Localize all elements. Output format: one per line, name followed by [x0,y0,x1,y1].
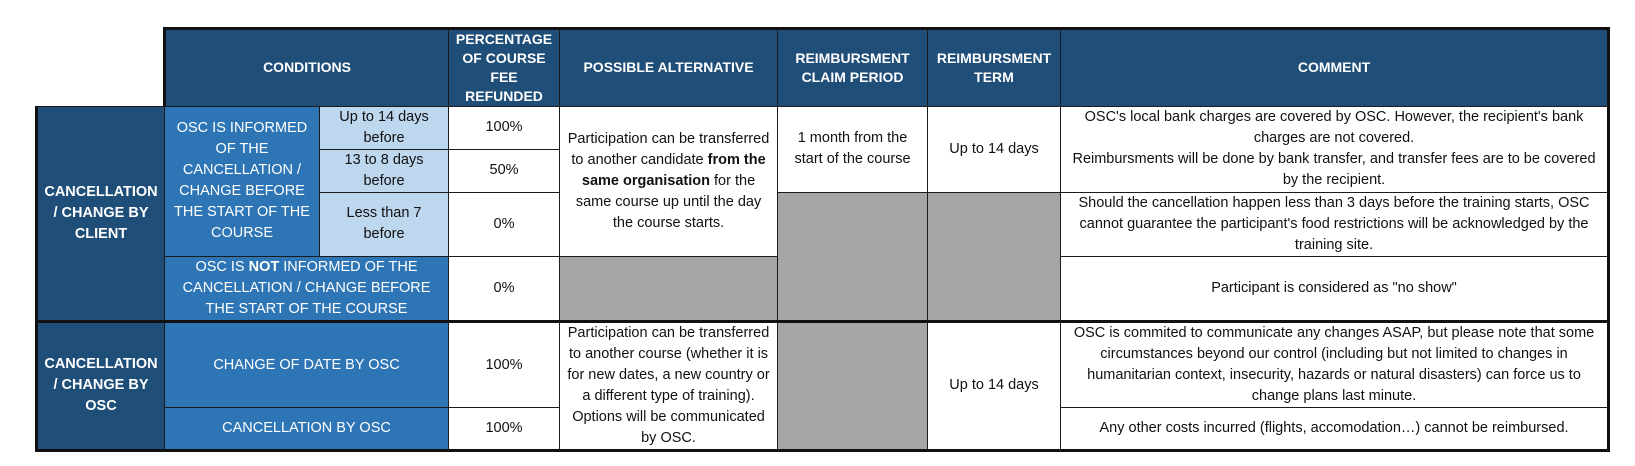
osc-term: Up to 14 days [928,321,1061,450]
not-informed-pre: OSC IS [195,258,249,275]
header-comment: COMMENT [1061,29,1609,107]
header-term: REIMBURSMENT TERM [928,29,1061,107]
not-informed-condition [165,256,449,321]
grey-term [928,192,1061,321]
client-comment-bank [1061,106,1609,192]
alt-text-bold: from the same organisation [581,151,766,189]
osc-comment-costs: Any other costs incurred (flights, accomodation…) cannot be reimbursed. [1061,408,1609,450]
cancellation-condition: CANCELLATION BY OSC [165,408,449,450]
cancellation-policy-table [35,27,1610,452]
timing-13-8-days: 13 to 8 days before [320,149,449,192]
percent-0: 0% [449,192,560,256]
client-alternative [560,106,778,256]
grey-osc-claim-period [778,321,928,450]
osc-alternative: Participation can be transferred to another course (whether it is for new dates, a new country or a different type of training). Options will be communicated by OSC. [560,321,778,450]
percent-not-informed: 0% [449,256,560,321]
corner-blank [37,29,165,107]
header-row [37,29,1609,107]
header-percentage: PERCENTAGE OF COURSE FEE REFUNDED [449,29,560,107]
alt-text-post: for the same course up until the day the course starts. [575,172,762,231]
client-term: Up to 14 days [928,106,1061,192]
header-claim-period: REIMBURSMENT CLAIM PERIOD [778,29,928,107]
percent-100: 100% [449,106,560,149]
timing-less-7: Less than 7 before [320,192,449,256]
comment-bank-charges: OSC's local bank charges are covered by OSC. However, the recipient's bank charges are not covered. [1084,109,1584,147]
change-date-condition: CHANGE OF DATE BY OSC [165,321,449,408]
not-informed-bold: NOT [248,258,280,275]
client-row-1 [37,106,1609,149]
osc-comment-changes: OSC is commited to communicate any changes ASAP, but please note that some circumstances beyond our control (including but not limited to changes in humanitarian context, insecurity, hazards or natural disasters) can force us to change plans last minute. [1061,321,1609,408]
comment-transfer-fees: Reimbursments will be done by bank transfer, and transfer fees are to be covered by the recipient. [1072,151,1596,189]
header-conditions: CONDITIONS [165,29,449,107]
header-alternative: POSSIBLE ALTERNATIVE [560,29,778,107]
grey-claim-period [778,192,928,321]
grey-alternative [560,256,778,321]
client-comment-food: Should the cancellation happen less than 3 days before the training starts, OSC cannot guarantee the participant's food restrictions will be acknowledged by the training site. [1061,192,1609,256]
client-group-label: CANCELLATION / CHANGE BY CLIENT [37,106,165,321]
osc-group-label: CANCELLATION / CHANGE BY OSC [37,321,165,450]
percent-50: 50% [449,149,560,192]
percent-change-date: 100% [449,321,560,408]
not-informed-post: INFORMED OF THE CANCELLATION / CHANGE BEFORE THE START OF THE COURSE [182,258,431,317]
alt-text-pre: Participation can be transferred to another candidate [567,130,770,168]
percent-cancellation: 100% [449,408,560,450]
client-comment-no-show: Participant is considered as "no show" [1061,256,1609,321]
informed-condition: OSC IS INFORMED OF THE CANCELLATION / CHANGE BEFORE THE START OF THE COURSE [165,106,320,256]
osc-row-1 [37,321,1609,408]
client-claim-period: 1 month from the start of the course [778,106,928,192]
timing-14-days: Up to 14 days before [320,106,449,149]
